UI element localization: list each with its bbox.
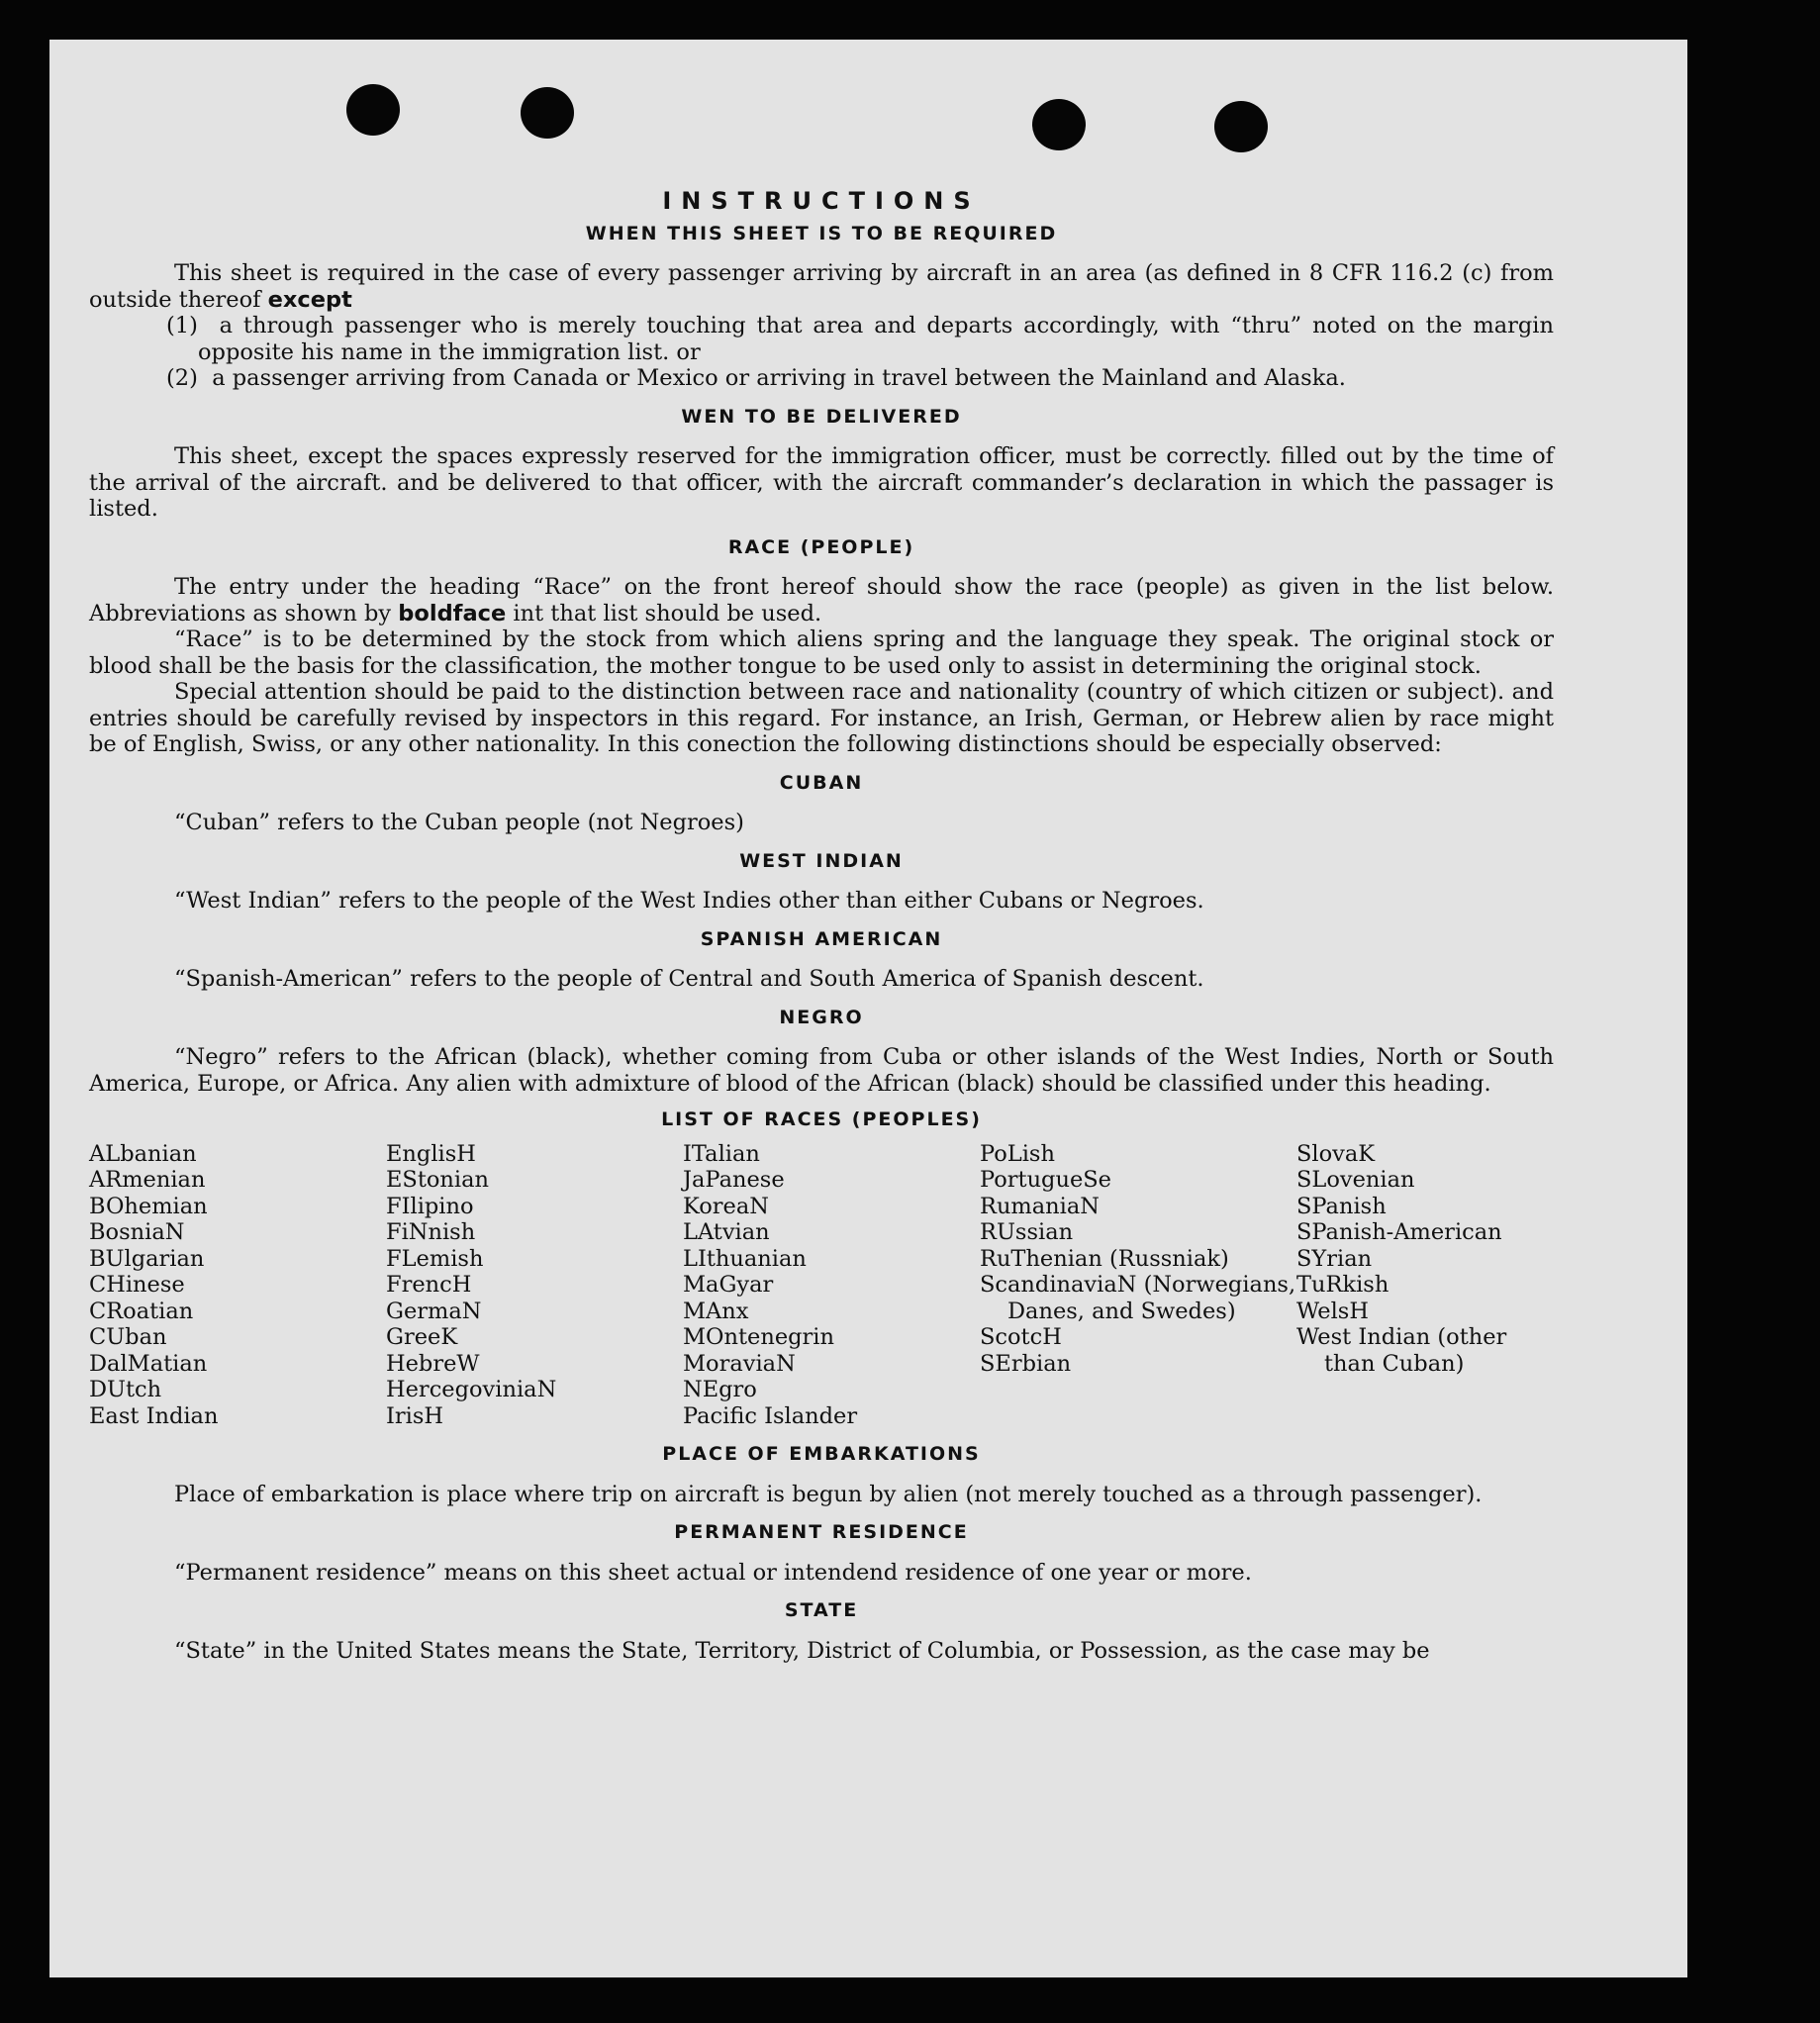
race-item: HercegoviniaN	[386, 1377, 557, 1402]
section-heading-negro: NEGRO	[779, 1006, 864, 1028]
negro-text: “Negro” refers to the African (black), whether coming from Cuba or other islands of the West Indies, North or South America, Europe, or Africa. Any alien with admixture of blood of the African (black) should be classified under this heading.	[89, 1044, 1554, 1097]
section-heading-cuban: CUBAN	[779, 771, 864, 794]
punch-hole	[521, 87, 574, 139]
race-item: FiNnish	[386, 1219, 476, 1245]
section-heading-residence: PERMANENT RESIDENCE	[674, 1521, 969, 1543]
spanish-american-text: “Spanish-American” refers to the people of Central and South America of Spanish descent.	[174, 966, 1204, 992]
race-column-5	[1296, 1141, 1554, 1430]
west-indian-text: “West Indian” refers to the people of the West Indies other than either Cubans or Negroes.	[174, 888, 1204, 914]
embarkation-text: Place of embarkation is place where trip on aircraft is begun by alien (not merely touched as a through passenger).	[174, 1481, 1483, 1507]
race-item: MOntenegrin	[683, 1324, 834, 1350]
race-item: MaGyar	[683, 1272, 774, 1298]
race-item: MoraviaN	[683, 1350, 796, 1377]
residence-text: “Permanent residence” means on this sheet actual or intendend residence of one year or more.	[174, 1559, 1252, 1586]
state-text: “State” in the United States means the State, Territory, District of Columbia, or Possession, as the case may be	[174, 1637, 1430, 1664]
race-item: DUtch	[89, 1377, 162, 1402]
race-item: FLemish	[386, 1245, 484, 1272]
race-item: ScotcH	[980, 1324, 1062, 1350]
race-item: GermaN	[386, 1298, 482, 1324]
race-item: IrisH	[386, 1402, 444, 1429]
race-paragraph-3: Special attention should be paid to the distinction between race and nationality (country of which citizen or subject). and entries should be carefully revised by inspectors in this regard. For instance, an Irish, German, or Hebrew alien by race might be of English, Swiss, or any other nationality. In this conection the following distinctions should be especially observed:	[89, 679, 1554, 757]
race-item: CUban	[89, 1324, 167, 1350]
race-item: WelsH	[1296, 1298, 1369, 1324]
race-item: MAnx	[683, 1298, 749, 1324]
race-item: LAtvian	[683, 1219, 770, 1245]
race-item: BUlgarian	[89, 1245, 205, 1272]
race-item: LIthuanian	[683, 1245, 807, 1272]
race-paragraph-1: The entry under the heading “Race” on the front hereof should show the race (people) as given in the list below. Abbreviations as shown by boldface int that list should be used.	[89, 574, 1554, 626]
race-item: DalMatian	[89, 1350, 208, 1377]
exception-item-1: (1) a through passenger who is merely touching that area and departs accordingly, with “thru” noted on the margin opposite his name in the immigration list. or	[166, 313, 1554, 365]
race-item: EnglisH	[386, 1140, 476, 1167]
race-item: FIlipino	[386, 1193, 474, 1219]
section-heading-when-required: WHEN THIS SHEET IS TO BE REQUIRED	[585, 222, 1058, 244]
section-heading-state: STATE	[784, 1599, 859, 1621]
race-item: GreeK	[386, 1324, 458, 1350]
race-item: ITalian	[683, 1140, 760, 1167]
punch-hole	[1214, 101, 1268, 152]
race-item: TuRkish	[1296, 1272, 1389, 1298]
section-heading-delivered: WEN TO BE DELIVERED	[681, 405, 962, 428]
document-page	[49, 40, 1687, 1977]
race-item: PortugueSe	[980, 1167, 1112, 1193]
race-column-2	[386, 1141, 683, 1430]
race-item: SPanish	[1296, 1193, 1387, 1219]
race-item: KoreaN	[683, 1193, 769, 1219]
race-item: EStonian	[386, 1167, 490, 1193]
race-item: CHinese	[89, 1272, 185, 1298]
race-item: BosniaN	[89, 1219, 185, 1245]
race-item: SlovaK	[1296, 1140, 1376, 1167]
race-item: West Indian (other than Cuban)	[1296, 1324, 1507, 1377]
race-item: RuThenian (Russniak)	[980, 1245, 1229, 1272]
punch-hole	[346, 84, 400, 136]
race-item: RUssian	[980, 1219, 1074, 1245]
race-item: JaPanese	[683, 1167, 785, 1193]
race-item: SErbian	[980, 1350, 1072, 1377]
race-item: CRoatian	[89, 1298, 194, 1324]
delivered-text: This sheet, except the spaces expressly reserved for the immigration officer, must be correctly. filled out by the time of the arrival of the aircraft. and be delivered to that officer, with the aircraft commander’s declaration in which the passager is listed.	[89, 443, 1554, 522]
boldface-word: boldface	[398, 600, 507, 626]
race-item: East Indian	[89, 1402, 219, 1429]
race-list	[89, 1141, 1554, 1430]
document-body	[89, 188, 1554, 1664]
when-required-intro: This sheet is required in the case of every passenger arriving by aircraft in an area (as defined in 8 CFR 116.2 (c) from outside thereof except	[89, 260, 1554, 313]
race-column-3	[683, 1141, 980, 1430]
race-item: SLovenian	[1296, 1167, 1415, 1193]
section-heading-spanish-american: SPANISH AMERICAN	[700, 927, 943, 950]
race-item: HebreW	[386, 1350, 480, 1377]
section-heading-embarkation: PLACE OF EMBARKATIONS	[662, 1443, 981, 1465]
exception-item-2: (2) a passenger arriving from Canada or Mexico or arriving in travel between the Mainland and Alaska.	[166, 365, 1346, 391]
race-item: ARmenian	[89, 1167, 206, 1193]
section-heading-race: RACE (PEOPLE)	[727, 535, 915, 558]
except-word: except	[267, 286, 352, 313]
race-item: BOhemian	[89, 1193, 208, 1219]
race-item: ALbanian	[89, 1140, 197, 1167]
race-item: NEgro	[683, 1377, 757, 1402]
race-item: FrencH	[386, 1272, 472, 1298]
race-item: SYrian	[1296, 1245, 1373, 1272]
race-item: ScandinaviaN (Norwegians, Danes, and Swedes)	[980, 1272, 1296, 1324]
race-item: Pacific Islander	[683, 1402, 858, 1429]
punch-hole	[1032, 99, 1086, 150]
cuban-text: “Cuban” refers to the Cuban people (not Negroes)	[174, 810, 744, 835]
race-item: RumaniaN	[980, 1193, 1100, 1219]
race-item: SPanish-American	[1296, 1219, 1502, 1245]
race-item: PoLish	[980, 1140, 1055, 1167]
race-column-1	[89, 1141, 386, 1430]
section-heading-west-indian: WEST INDIAN	[739, 849, 904, 872]
race-column-4	[980, 1141, 1296, 1430]
section-heading-race-list: LIST OF RACES (PEOPLES)	[661, 1108, 982, 1130]
race-paragraph-2: “Race” is to be determined by the stock from which aliens spring and the language they speak. The original stock or blood shall be the basis for the classification, the mother tongue to be used only to assist in determining the original stock.	[89, 626, 1554, 679]
page-title: INSTRUCTIONS	[662, 187, 981, 215]
